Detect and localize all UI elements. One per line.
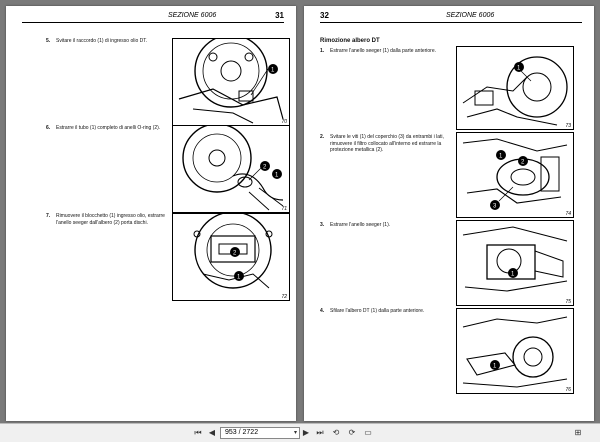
page-indicator-text: 953 / 2722 [225, 429, 259, 436]
mechanical-drawing [173, 126, 289, 212]
callout-label: 1 [271, 67, 275, 74]
figure-illustration [172, 213, 290, 301]
step-text: Estrarre il tubo (1) completo di anelli O-ring (2). [56, 125, 161, 131]
section-title: SEZIONE 6006 [168, 12, 217, 19]
page-view-icon[interactable]: ▭ [364, 428, 372, 437]
step-text: Estrarre l'anello seeger (1) dalla parte anteriore. [330, 48, 437, 54]
callout-label: 1 [493, 363, 497, 370]
figure-illustration [456, 220, 574, 306]
mechanical-drawing [457, 309, 573, 393]
step-text: Estrarre l'anello seeger (1). [330, 222, 391, 228]
figure-number: 71 [281, 206, 287, 212]
step-item [46, 125, 166, 149]
step-item [320, 48, 450, 68]
last-page-icon[interactable]: ⏭ [316, 428, 324, 437]
step-item [320, 222, 450, 236]
step-text: Svitare il raccordo (1) di ingresso olio DT. [56, 38, 148, 44]
chevron-down-icon[interactable]: ▾ [293, 430, 297, 436]
step-number: 5. [46, 38, 51, 44]
step-number: 4. [320, 308, 325, 314]
figure-number: 70 [281, 119, 287, 125]
figure-illustration [172, 125, 290, 213]
callout-label: 1 [511, 271, 515, 278]
step-item [320, 308, 450, 322]
figure-illustration [456, 46, 574, 130]
callout-label: 2 [263, 164, 267, 171]
mechanical-drawing [173, 214, 289, 300]
step-number: 2. [320, 134, 325, 140]
callout-label: 1 [517, 65, 521, 72]
mechanical-drawing [457, 47, 573, 129]
figure-number: 74 [565, 211, 571, 217]
step-text: Sfilare l'albero DT (1) dalla parte anteriore. [330, 308, 425, 314]
callout-label: 1 [499, 153, 503, 160]
step-text: Rimuovere il blocchetto (1) ingresso olio, estrarre l'anello seeger dall'albero (2) porta dischi. [56, 213, 165, 226]
procedure-title: Rimozione albero DT [320, 38, 380, 44]
callout-label: 3 [493, 203, 497, 210]
page-number-input[interactable] [220, 427, 300, 439]
step-item [46, 38, 166, 62]
figure-illustration [456, 132, 574, 218]
prev-page-icon[interactable]: ◀ [208, 428, 216, 437]
figure-number: 75 [565, 299, 571, 305]
viewer-toolbar [0, 423, 600, 442]
step-item [320, 134, 450, 168]
callout-label: 1 [275, 172, 279, 179]
zoom-icon[interactable]: ⊞ [574, 428, 582, 437]
figure-illustration [172, 38, 290, 126]
next-page-icon[interactable]: ▶ [302, 428, 310, 437]
back-icon[interactable]: ⟲ [332, 428, 340, 437]
figure-illustration [456, 308, 574, 394]
step-number: 6. [46, 125, 51, 131]
mechanical-drawing [173, 39, 289, 125]
step-number: 3. [320, 222, 325, 228]
forward-icon[interactable]: ⟳ [348, 428, 356, 437]
step-text: Svitare le viti (1) del coperchio (3) da entrambi i lati, rimuovere il filtro collocato all'interno ed estrarre la protezione metallica (2). [330, 134, 444, 153]
step-number: 1. [320, 48, 325, 54]
section-title: SEZIONE 6006 [446, 12, 495, 19]
page-header [320, 12, 582, 23]
page-number: 31 [275, 11, 284, 20]
figure-number: 73 [565, 123, 571, 129]
callout-label: 2 [521, 159, 525, 166]
figure-number: 72 [281, 294, 287, 300]
callout-label: 1 [237, 274, 241, 281]
manual-page-left [6, 6, 296, 421]
page-header [22, 12, 284, 23]
callout-label: 2 [233, 250, 237, 257]
step-number: 7. [46, 213, 51, 219]
figure-number: 76 [565, 387, 571, 393]
first-page-icon[interactable]: ⏮ [194, 428, 202, 437]
step-item [46, 213, 166, 243]
mechanical-drawing [457, 221, 573, 305]
page-number: 32 [320, 11, 329, 20]
manual-page-right [304, 6, 594, 421]
mechanical-drawing [457, 133, 573, 217]
